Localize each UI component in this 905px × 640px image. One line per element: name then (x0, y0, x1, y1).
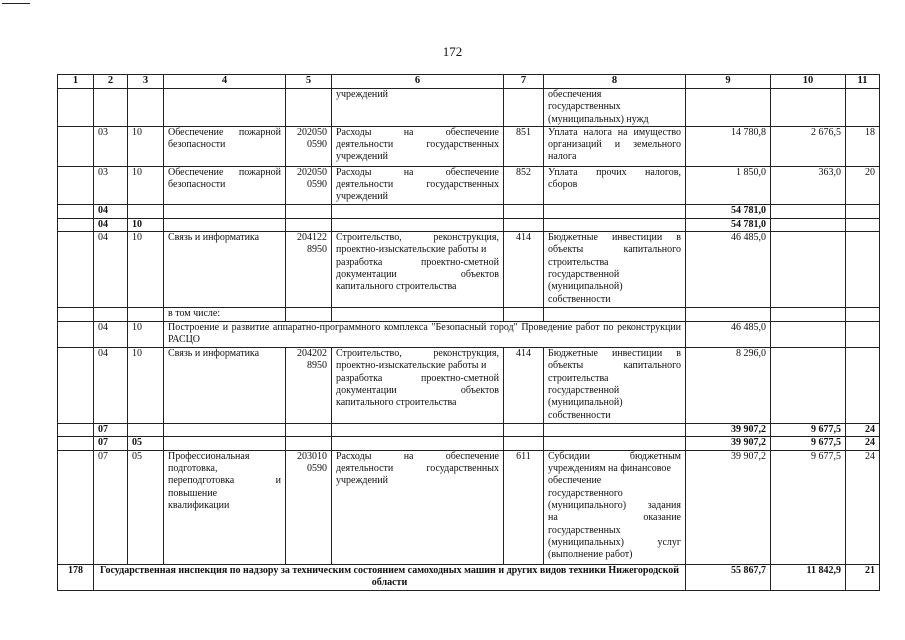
table-row (58, 322, 880, 348)
cell-line: (муниципального) задания (548, 499, 681, 511)
header-cell: 6 (332, 75, 504, 89)
expense-type-cell (504, 424, 544, 437)
cell-line: 204202 (297, 348, 327, 360)
name-cell (164, 424, 286, 437)
percent-cell: 24 (846, 450, 880, 564)
cell-line: деятельности государственных (336, 463, 499, 475)
table-row (58, 232, 880, 308)
row-number-cell (58, 218, 94, 231)
target-article-cell (286, 437, 332, 450)
cell-line: квалификации (168, 499, 230, 511)
percent-cell (846, 322, 880, 348)
expense-type-name-cell (544, 218, 686, 231)
cell-line: 202050 (297, 166, 327, 178)
cell-line: обеспечение (548, 475, 602, 487)
cell-line: учреждений (336, 475, 388, 487)
expense-name-cell (332, 424, 504, 437)
cell-line: государственной (548, 269, 620, 281)
row-number-cell (58, 89, 94, 127)
cell-line: документации объектов (336, 385, 499, 397)
header-cell: 8 (544, 75, 686, 89)
cell-line: 203010 (297, 450, 327, 462)
target-article-cell (286, 308, 332, 322)
target-article-cell (286, 218, 332, 231)
cell-line: подготовка, (168, 463, 218, 475)
section-cell (94, 308, 128, 322)
subsection-cell: 10 (128, 126, 164, 166)
name-cell (164, 450, 286, 564)
cell-line: безопасности (168, 139, 226, 151)
section-cell: 03 (94, 166, 128, 204)
cell-line: строительства (548, 372, 609, 384)
percent-cell: 24 (846, 424, 880, 437)
target-article-cell (286, 204, 332, 218)
cell-line: Обеспечение пожарной (168, 166, 281, 178)
cell-line: Обеспечение пожарной (168, 126, 281, 138)
expense-name-cell (332, 437, 504, 450)
amount-cell: 11 842,9 (771, 564, 846, 590)
target-article-cell (286, 232, 332, 308)
cell-line: государственных (548, 101, 621, 113)
row-number-cell (58, 126, 94, 166)
section-cell (94, 89, 128, 127)
row-number-cell (58, 450, 94, 564)
section-cell: 07 (94, 437, 128, 450)
row-number-cell (58, 232, 94, 308)
section-cell: 03 (94, 126, 128, 166)
header-cell: 7 (504, 75, 544, 89)
cell-line: (муниципальных) услуг (548, 536, 681, 548)
expense-name-cell (332, 204, 504, 218)
cell-line: 0590 (307, 179, 327, 191)
percent-cell (846, 89, 880, 127)
cell-line: Бюджетные инвестиции в (548, 232, 681, 244)
expense-type-cell: 414 (504, 232, 544, 308)
amount-cell: 8 296,0 (686, 348, 771, 424)
expense-type-cell (504, 218, 544, 231)
cell-line: (муниципальной) (548, 397, 623, 409)
amount-cell (771, 204, 846, 218)
header-cell: 2 (94, 75, 128, 89)
amount-cell: 54 781,0 (686, 218, 771, 231)
percent-cell (846, 204, 880, 218)
amount-cell: 9 677,5 (771, 424, 846, 437)
expense-name-cell (332, 308, 504, 322)
expense-type-cell (504, 204, 544, 218)
cell-line: на оказание (548, 512, 681, 524)
section-cell: 07 (94, 450, 128, 564)
expense-name-cell (332, 450, 504, 564)
header-cell: 9 (686, 75, 771, 89)
subsection-cell: 05 (128, 437, 164, 450)
name-cell (164, 348, 286, 424)
table-row (58, 308, 880, 322)
percent-cell: 21 (846, 564, 880, 590)
cell-line: капитального строительства (336, 281, 457, 293)
table-row (58, 348, 880, 424)
percent-cell: 24 (846, 437, 880, 450)
cell-line: Расходы на обеспечение (336, 166, 499, 178)
amount-cell: 9 677,5 (771, 450, 846, 564)
row-number-cell (58, 204, 94, 218)
cell-line: объекты капитального (548, 244, 681, 256)
target-article-cell (286, 89, 332, 127)
name-cell (164, 126, 286, 166)
cell-line: 0590 (307, 139, 327, 151)
cell-line: (муниципальной) (548, 281, 623, 293)
cell-line: Уплата прочих налогов, (548, 166, 681, 178)
percent-cell (846, 348, 880, 424)
cell-line: документации объектов (336, 269, 499, 281)
amount-cell (771, 308, 846, 322)
cell-line: переподготовка и (168, 475, 281, 487)
target-article-cell (286, 450, 332, 564)
cell-line: государственной (548, 385, 620, 397)
cell-line: безопасности (168, 179, 226, 191)
expense-name-cell (332, 166, 504, 204)
expense-name-cell (332, 218, 504, 231)
table-row (58, 450, 880, 564)
table-row (58, 424, 880, 437)
cell-line: 0590 (307, 463, 327, 475)
cell-line: объекты капитального (548, 360, 681, 372)
amount-cell: 39 907,2 (686, 437, 771, 450)
cell-line: деятельности государственных (336, 179, 499, 191)
cell-line: собственности (548, 409, 611, 421)
percent-cell: 20 (846, 166, 880, 204)
table-row (58, 89, 880, 127)
cell-line: деятельности государственных (336, 139, 499, 151)
amount-cell (771, 232, 846, 308)
expense-type-name-cell (544, 437, 686, 450)
cell-line: (выполнение работ) (548, 549, 633, 561)
amount-cell (686, 308, 771, 322)
name-cell (164, 232, 286, 308)
table-row (58, 166, 880, 204)
cell-line: Бюджетные инвестиции в (548, 348, 681, 360)
amount-cell (771, 322, 846, 348)
cell-line: разработка проектно-сметной (336, 372, 499, 384)
section-cell: 04 (94, 204, 128, 218)
expense-type-cell (504, 89, 544, 127)
header-cell: 5 (286, 75, 332, 89)
subsection-cell: 10 (128, 348, 164, 424)
header-cell: 10 (771, 75, 846, 89)
cell-line: капитального строительства (336, 397, 457, 409)
cell-line: собственности (548, 293, 611, 305)
table-row (58, 204, 880, 218)
name-cell (164, 166, 286, 204)
section-cell: 04 (94, 232, 128, 308)
amount-cell: 39 907,2 (686, 450, 771, 564)
amount-cell (771, 89, 846, 127)
expense-type-name-cell (544, 204, 686, 218)
cell-line: учреждений (336, 151, 388, 163)
header-row (58, 75, 880, 89)
subsection-cell (128, 424, 164, 437)
row-number-cell (58, 322, 94, 348)
cell-line: 8950 (307, 360, 327, 372)
section-cell: 07 (94, 424, 128, 437)
expense-name-cell (332, 348, 504, 424)
table-row (58, 218, 880, 231)
percent-cell (846, 218, 880, 231)
cell-line: Расходы на обеспечение (336, 126, 499, 138)
amount-cell: 39 907,2 (686, 424, 771, 437)
cell-line: повышение (168, 487, 218, 499)
percent-cell (846, 308, 880, 322)
amount-cell: 54 781,0 (686, 204, 771, 218)
cell-line: строительства (548, 256, 609, 268)
expense-type-name-cell (544, 126, 686, 166)
expense-type-cell (504, 308, 544, 322)
amount-cell: 46 485,0 (686, 322, 771, 348)
name-cell (164, 437, 286, 450)
subsection-cell: 10 (128, 166, 164, 204)
row-number-cell (58, 437, 94, 450)
cell-line: Уплата налога на имущество (548, 126, 681, 138)
expense-type-cell: 851 (504, 126, 544, 166)
header-cell: 11 (846, 75, 880, 89)
subsection-cell (128, 308, 164, 322)
cell-line: учреждений (336, 89, 388, 100)
project-name-cell: Построение и развитие аппаратно-программного комплекса "Безопасный город" Проведение работ по реконструкции РАСЦО (164, 322, 686, 348)
amount-cell: 363,0 (771, 166, 846, 204)
cell-line: учреждений (336, 191, 388, 203)
cell-line: проектно-изыскательские работы и (336, 360, 487, 372)
amount-cell: 14 780,8 (686, 126, 771, 166)
expense-name-cell (332, 89, 504, 127)
percent-cell: 18 (846, 126, 880, 166)
expense-type-cell (504, 437, 544, 450)
expense-type-name-cell (544, 308, 686, 322)
organization-name-cell: Государственная инспекция по надзору за техническим состоянием самоходных машин и других видов техники Нижегородской области (94, 564, 686, 590)
cell-line: Расходы на обеспечение (336, 450, 499, 462)
header-cell: 4 (164, 75, 286, 89)
expense-type-name-cell (544, 166, 686, 204)
amount-cell: 2 676,5 (771, 126, 846, 166)
expense-type-name-cell (544, 89, 686, 127)
cell-line: Связь и информатика (168, 232, 260, 244)
page-number: 172 (442, 44, 463, 59)
expense-type-name-cell (544, 348, 686, 424)
expense-type-name-cell (544, 450, 686, 564)
name-cell (164, 204, 286, 218)
row-number-cell (58, 348, 94, 424)
row-number-cell (58, 424, 94, 437)
amount-cell: 1 850,0 (686, 166, 771, 204)
cell-line: Субсидии бюджетным (548, 450, 681, 462)
subsection-cell: 10 (128, 218, 164, 231)
cell-line: 204122 (297, 232, 327, 244)
expense-type-name-cell (544, 424, 686, 437)
percent-cell (846, 232, 880, 308)
amount-cell (771, 348, 846, 424)
expense-type-cell: 414 (504, 348, 544, 424)
expense-type-cell: 852 (504, 166, 544, 204)
cell-line: (муниципальных) нужд (548, 113, 649, 125)
amount-cell: 55 867,7 (686, 564, 771, 590)
section-cell: 04 (94, 322, 128, 348)
amount-cell (771, 218, 846, 231)
header-cell: 1 (58, 75, 94, 89)
target-article-cell (286, 348, 332, 424)
amount-cell: 46 485,0 (686, 232, 771, 308)
top-rule (2, 3, 30, 4)
cell-line: государственных (548, 524, 621, 536)
cell-line: сборов (548, 179, 578, 191)
subsection-cell: 05 (128, 450, 164, 564)
name-cell (164, 218, 286, 231)
name-cell: в том числе: (164, 308, 286, 322)
amount-cell: 9 677,5 (771, 437, 846, 450)
budget-table (57, 74, 880, 591)
row-number-cell (58, 166, 94, 204)
cell-line: государственного (548, 487, 623, 499)
target-article-cell (286, 424, 332, 437)
row-number-cell (58, 308, 94, 322)
cell-line: Строительство, реконструкция, (336, 348, 499, 360)
subsection-cell (128, 204, 164, 218)
cell-line: организаций и земельного (548, 139, 681, 151)
section-cell: 04 (94, 218, 128, 231)
section-cell: 04 (94, 348, 128, 424)
subsection-cell: 10 (128, 322, 164, 348)
cell-line: обеспечения (548, 89, 602, 100)
table-row (58, 564, 880, 590)
expense-name-cell (332, 232, 504, 308)
cell-line: 8950 (307, 244, 327, 256)
cell-line: проектно-изыскательские работы и (336, 244, 487, 256)
cell-line: Строительство, реконструкция, (336, 232, 499, 244)
table-row (58, 437, 880, 450)
cell-line: учреждениям на финансовое (548, 463, 671, 475)
amount-cell (686, 89, 771, 127)
row-number-cell: 178 (58, 564, 94, 590)
cell-line: Профессиональная (168, 450, 250, 462)
subsection-cell: 10 (128, 232, 164, 308)
header-cell: 3 (128, 75, 164, 89)
name-cell (164, 89, 286, 127)
target-article-cell (286, 126, 332, 166)
cell-line: разработка проектно-сметной (336, 256, 499, 268)
expense-type-name-cell (544, 232, 686, 308)
subsection-cell (128, 89, 164, 127)
target-article-cell (286, 166, 332, 204)
cell-line: Связь и информатика (168, 348, 260, 360)
expense-name-cell (332, 126, 504, 166)
table-row (58, 126, 880, 166)
expense-type-cell: 611 (504, 450, 544, 564)
cell-line: налога (548, 151, 577, 163)
cell-line: 202050 (297, 126, 327, 138)
